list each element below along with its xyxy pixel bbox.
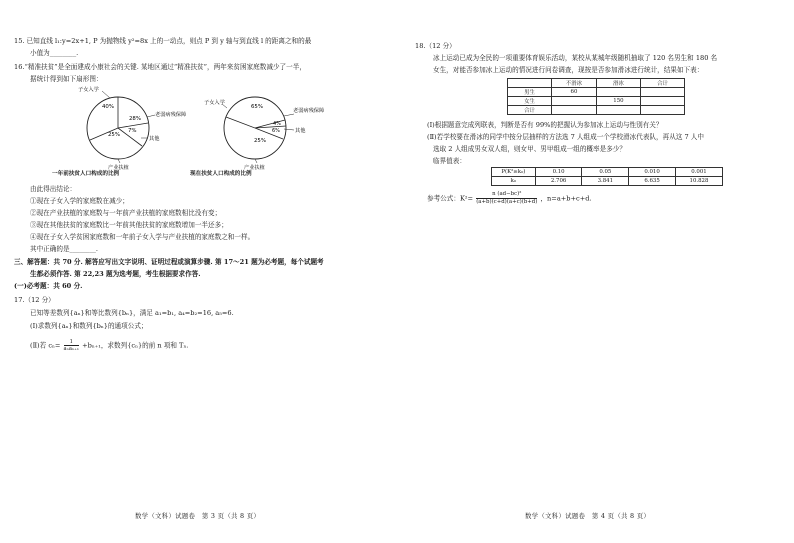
table-cell bbox=[552, 106, 597, 115]
table-cell: 合计 bbox=[640, 79, 684, 88]
table-cell: 10.828 bbox=[675, 177, 722, 186]
q18-line2: 女生，对能否参加冰上运动的情况进行问卷调查，现按是否参加滑冰进行统计，结果如下表： bbox=[433, 66, 704, 74]
table-cell: 6.635 bbox=[629, 177, 676, 186]
table-row bbox=[508, 88, 685, 97]
table-cell: 2.706 bbox=[535, 177, 582, 186]
table-cell: 滑冰 bbox=[596, 79, 640, 88]
q16-option-3: ③现在其他扶贫的家庭数比一年前其他扶贫的家庭数增加一半还多； bbox=[30, 221, 228, 229]
table-cell: 女生 bbox=[508, 97, 552, 106]
q16-option-4: ④现在子女入学贫困家庭数和一年前子女入学与产业扶植的家庭数之和一样。 bbox=[30, 233, 255, 241]
page-4-footer: 数学（文科）试题卷 第 4 页（共 8 页） bbox=[525, 512, 651, 520]
table-cell bbox=[640, 97, 684, 106]
reference-formula bbox=[427, 191, 592, 206]
section-required: (一)必考题：共 60 分. bbox=[14, 282, 83, 290]
critical-value-table bbox=[491, 167, 723, 186]
q16-option-2: ②现在产业扶植的家庭数与一年前产业扶植的家庭数相比没有变； bbox=[30, 209, 222, 217]
q17-given: 已知等差数列{aₙ}和等比数列{bₙ}，满足 a₁=b₁, a₄=b₂=16, a₅=6. bbox=[30, 309, 234, 317]
q17-part-2 bbox=[30, 339, 188, 352]
q15-line1: 15. 已知直线 l₁:y=2x+1, P 为抛物线 y²=8x 上的一动点，则点 P 到 y 轴与到直线 l 的距离之和的最 bbox=[14, 37, 312, 45]
q18-part-1: (Ⅰ)根据题意完成列联表，判断是否有 99%的把握认为参加冰上运动与性别有关？ bbox=[427, 121, 663, 129]
table-cell: k₀ bbox=[492, 177, 536, 186]
pie1-label-elderly: 老弱病残保障 bbox=[155, 112, 187, 118]
pie1-label-industry: 产业扶植 bbox=[108, 165, 129, 171]
q16-option-1: ①现在子女入学的家庭数在减少； bbox=[30, 197, 129, 205]
pie1-pct-other: 7% bbox=[128, 128, 137, 134]
table-cell: 0.010 bbox=[629, 168, 676, 177]
q17-fraction-num: 1 bbox=[64, 339, 80, 346]
pie2-pct-children: 65% bbox=[251, 104, 263, 110]
table-row bbox=[508, 79, 685, 88]
q16-line1: 16.“精准扶贫”是全面建成小康社会的关键. 某地区通过“精准扶贫”，两年来贫困家庭数减少了一半， bbox=[14, 63, 306, 71]
table-row bbox=[492, 177, 723, 186]
pie1-pct-elderly: 28% bbox=[129, 116, 141, 122]
q17-part-1: (Ⅰ)求数列{aₙ}和数列{bₙ}的通项公式； bbox=[30, 322, 148, 330]
table-cell: 男生 bbox=[508, 88, 552, 97]
q17-fraction bbox=[64, 339, 80, 352]
pie2-label-children: 子女入学 bbox=[204, 100, 225, 106]
pie2-label-elderly: 老弱病残保障 bbox=[293, 108, 325, 114]
table-cell bbox=[640, 106, 684, 115]
pie1-label-children: 子女入学 bbox=[78, 87, 99, 93]
q18-critical-label: 临界值表： bbox=[433, 157, 466, 165]
q17-part2-prefix: (Ⅱ)若 cₙ= bbox=[30, 341, 61, 350]
contingency-table bbox=[507, 78, 685, 115]
table-cell: 0.05 bbox=[582, 168, 629, 177]
q17-fraction-den: aₙaₙ₊₁ bbox=[63, 346, 79, 352]
table-cell: 0.10 bbox=[535, 168, 582, 177]
pie1-label-other: 其他 bbox=[149, 136, 160, 142]
q16-line2: 据统计得到如下扇形图： bbox=[30, 75, 103, 83]
q18-title: 18.（12 分） bbox=[415, 42, 456, 50]
table-cell: 不滑冰 bbox=[552, 79, 597, 88]
table-row bbox=[508, 106, 685, 115]
table-cell: 0.001 bbox=[675, 168, 722, 177]
table-row bbox=[492, 168, 723, 177]
formula-denominator: (a+b)(c+d)(a+c)(b+d) bbox=[476, 199, 538, 205]
table-cell: 3.841 bbox=[582, 177, 629, 186]
q17-part2-suffix: +bₙ₊₁，求数列{cₙ}的前 n 项和 Tₙ. bbox=[82, 341, 189, 350]
q16-intro: 由此得出结论： bbox=[30, 185, 77, 193]
q18-part-2-line2: 选取 2 人组成男女双人组，则女甲、男甲组成一组的概率是多少？ bbox=[433, 145, 627, 153]
pie2-caption: 现在扶贫人口构成的比例 bbox=[190, 171, 252, 177]
table-cell: 150 bbox=[596, 97, 640, 106]
table-cell bbox=[552, 97, 597, 106]
page-4 bbox=[397, 0, 794, 543]
q18-line1: 冰上运动已成为全民的一项重要体育娱乐活动，某校从某城年级随机抽取了 120 名男生和 180 名 bbox=[433, 54, 718, 62]
table-cell: 60 bbox=[552, 88, 597, 97]
page-3-footer: 数学（文科）试题卷 第 3 页（共 8 页） bbox=[135, 512, 261, 520]
pie2-pct-other: 6% bbox=[272, 128, 280, 134]
table-cell bbox=[596, 88, 640, 97]
q16-answer: 其中正确的是________. bbox=[30, 245, 99, 253]
pie2-label-other: 其他 bbox=[295, 128, 306, 134]
table-row bbox=[508, 97, 685, 106]
formula-label: 参考公式：K²= bbox=[427, 194, 474, 203]
section-3-heading-cont: 生都必须作答. 第 22,23 题为选考题，考生根据要求作答. bbox=[30, 270, 201, 278]
pie2-label-industry: 产业扶植 bbox=[244, 165, 265, 171]
table-cell: P(K²≥k₀) bbox=[492, 168, 536, 177]
pie-chart-now bbox=[200, 82, 330, 174]
q17-title: 17.（12 分） bbox=[14, 296, 55, 304]
pie-chart-before bbox=[70, 82, 200, 174]
formula-tail: ，n=a+b+c+d. bbox=[540, 194, 592, 203]
formula-numerator: n (ad−bc)² bbox=[476, 191, 537, 199]
pie1-caption: 一年前扶贫人口构成的比例 bbox=[52, 171, 120, 177]
pie1-pct-industry: 25% bbox=[108, 132, 120, 138]
pie2-pct-industry: 25% bbox=[254, 138, 266, 144]
q15-line2: 小值为________. bbox=[30, 49, 79, 57]
table-cell bbox=[640, 88, 684, 97]
formula-fraction bbox=[476, 191, 537, 206]
table-cell bbox=[508, 79, 552, 88]
table-cell bbox=[596, 106, 640, 115]
pie1-pct-children: 40% bbox=[102, 104, 114, 110]
q18-part-2-line1: (Ⅱ)若学校要在滑冰的同学中按分层抽样的方法选 7 人组成一个学校滑冰代表队，再从这 7 人中 bbox=[427, 133, 704, 141]
pie2-pct-elderly: 4% bbox=[273, 121, 281, 127]
table-cell: 合计 bbox=[508, 106, 552, 115]
section-3-heading: 三、解答题：共 70 分. 解答应写出文字说明、证明过程或演算步骤. 第 17～21 题为必考题，每个试题考 bbox=[14, 258, 324, 266]
